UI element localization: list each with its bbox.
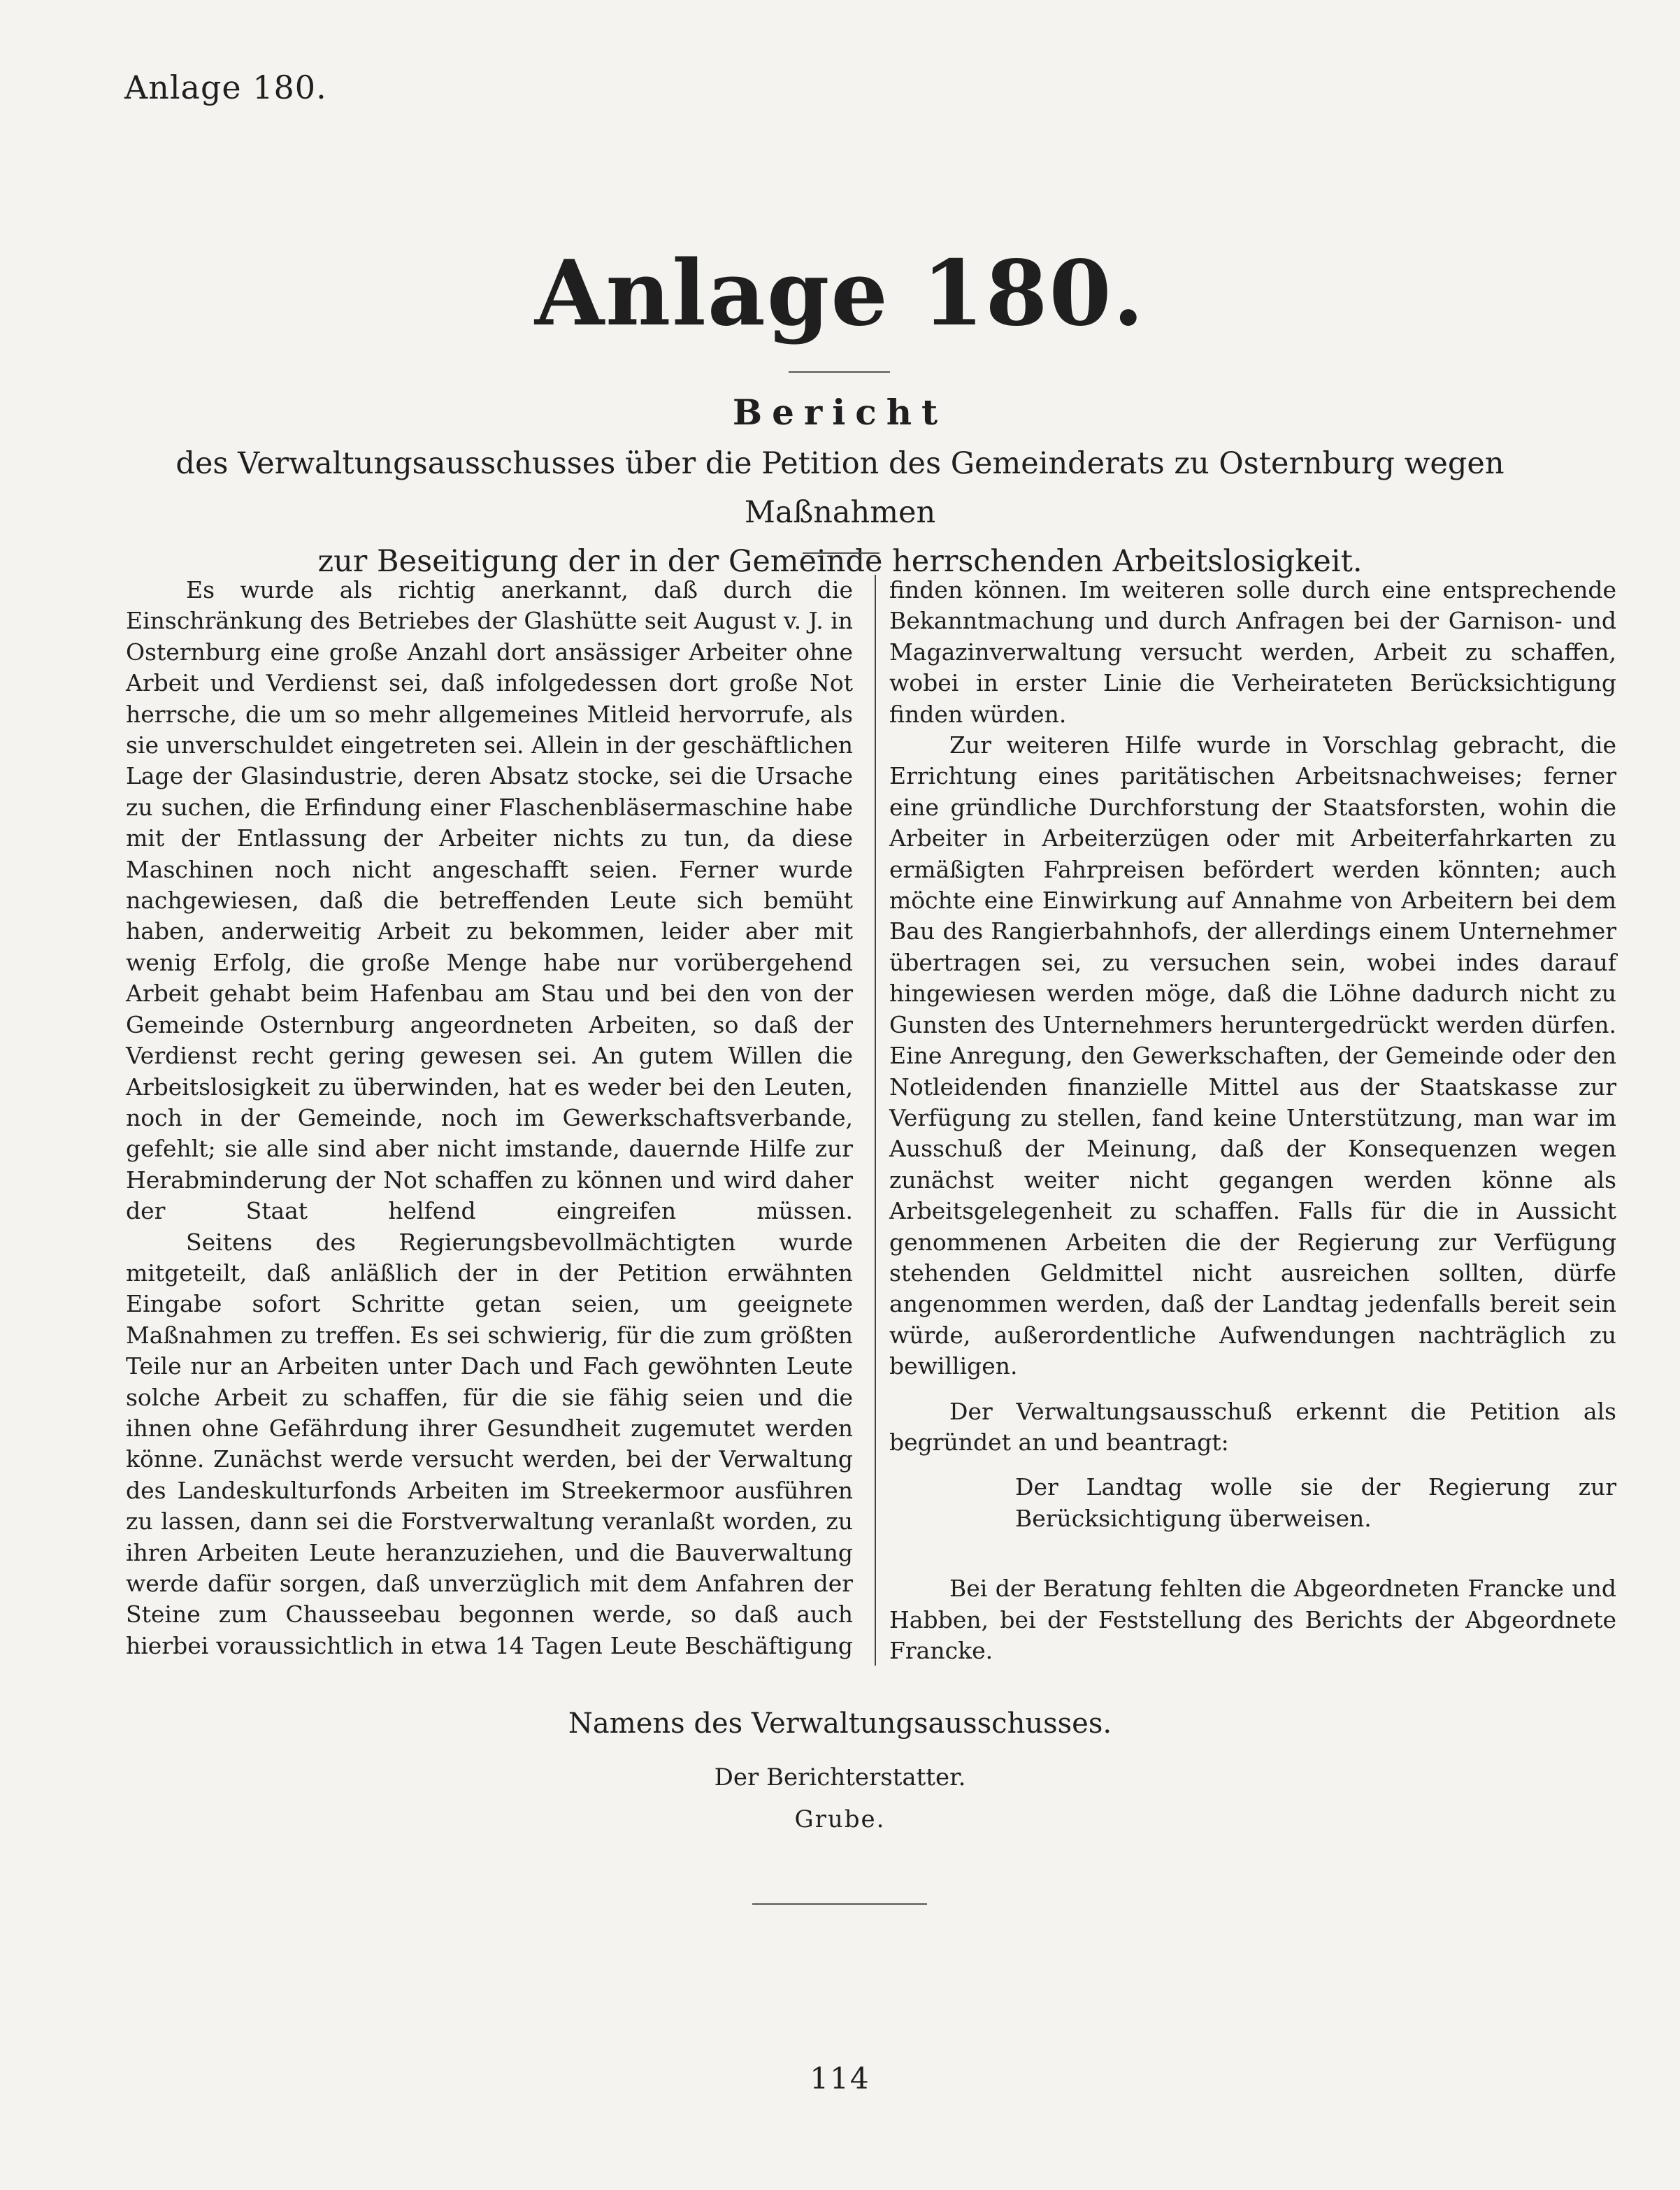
paragraph: Bei der Beratung fehlten die Abgeordneten Francke und Habben, bei der Feststellung des Berichts der Abgeordnete Francke. (889, 1575, 1616, 1664)
closing-reporter-name: Grube. (794, 1805, 886, 1833)
running-head: Anlage 180. (124, 69, 327, 106)
paragraph: Es wurde als richtig anerkannt, daß durch die Einschränkung des Betriebes der Glashütte seit August v. J. in Osternburg eine große Anzahl dort ansässiger Arbeiter ohne Arbeit und Verdienst sei, daß infolgedessen dort große Not herrsche, die um so mehr allgemeines Mitleid hervorrufe, als sie unverschuldet eingetreten sei. Allein in der geschäftlichen Lage der Glasindustrie, deren Absatz stocke, sei die Ursache zu suchen, die Erfindung einer Flaschenbläsermaschine habe mit der Entlassung der Arbeiter nichts zu tun, da diese Maschinen noch nicht angeschafft seien. Ferner wurde nachgewiesen, daß die betreffenden Leute sich bemüht haben, anderweitig Arbeit zu bekommen, leider aber mit wenig Erfolg, die große Menge habe nur vorübergehend Arbeit gehabt beim Hafenbau am Stau und bei den von der Gemeinde Osternburg angeordneten Arbeiten, so daß der Verdienst recht gering gewesen sei. An gutem Willen die Arbeitslosigkeit zu überwinden, hat es weder bei den Leuten, noch in der Gemeinde, noch im Gewerkschaftsverbande, gefehlt; sie alle sind aber nicht imstande, dauernde Hilfe zur Herabminderung der Not schaffen zu können und wird daher der Staat helfend eingreifen müssen. (126, 576, 854, 1225)
closing-rule (752, 1903, 927, 1905)
title-rule (789, 371, 890, 373)
motion-text: Der Landtag wolle sie der Regierung zur Berücksichtigung überweisen. (1015, 1473, 1616, 1532)
left-column (126, 575, 853, 1661)
column-divider (875, 575, 876, 1666)
closing-on-behalf: Namens des Verwaltungsausschusses. (568, 1708, 1112, 1740)
paragraph: Seitens des Regierungsbevollmächtigten wurde mitgeteilt, daß anläßlich der in der Petition erwähnten Eingabe sofort Schritte getan seien, um geeignete Maßnahmen zu treffen. Es sei schwierig, für die zum größten Teile nur an Arbeiten unter Dach und Fach gewöhnten Leute solche Arbeit zu schaffen, für die sie fähig seien und die ihnen ohne Gefährdung ihrer Gesundheit zugemutet werden könne. Zunächst werde versucht werden, bei der Verwaltung des Landeskulturfonds Arbeiten im Streekermoor ausführen zu lassen, dann sei die Forstverwaltung veranlaßt worden, zu ihren Arbeiten Leute heranzuziehen, und die Bauverwaltung werde dafür sorgen, daß unverzüglich mit dem Anfahren der Steine zum Chausseebau begonnen werde, so daß auch hierbei voraussichtlich in etwa 14 Tagen Leute Beschäftigung (126, 1228, 853, 1659)
paragraph: Zur weiteren Hilfe wurde in Vorschlag gebracht, die Errichtung eines paritätischen Arbeitsnachweises; ferner eine gründliche Durchforstung der Staatsforsten, wohin die Arbeiter in Arbeiterzügen oder mit Arbeiterfahrkarten zu ermäßigten Fahrpreisen befördert werden könnten; auch möchte eine Einwirkung auf Annahme von Arbeitern bei dem Bau des Rangierbahnhofs, der allerdings einem Unternehmer übertragen sei, zu versuchen sein, wobei indes darauf hingewiesen werden möge, daß die Löhne dadurch nicht zu Gunsten des Unternehmers heruntergedrückt werden dürfen. Eine Anregung, den Gewerkschaften, der Gemeinde oder den Notleidenden finanzielle Mittel aus der Staatskasse zur Verfügung zu stellen, fand keine Unterstützung, man war im Ausschuß der Meinung, daß der Konsequenzen wegen zunächst weiter nicht gegangen werden könne als Arbeitsgelegenheit zu schaffen. Falls für die in Aussicht genommenen Arbeiten die der Regierung zur Verfügung stehenden Geldmittel nicht ausreichen sollten, dürfe angenommen werden, daß der Landtag jedenfalls bereit sein würde, außerordentliche Aufwendungen nachträglich zu bewilligen. (889, 731, 1616, 1380)
subtitle-line-1: des Verwaltungsausschusses über die Petition des Gemeinderats zu Osternburg wegen Maßnahmen (175, 446, 1505, 530)
report-heading: Bericht (732, 392, 948, 433)
paragraph: finden können. Im weiteren solle durch eine entsprechende Bekanntmachung und durch Anfragen bei der Garnison- und Magazinverwaltung versucht werden, Arbeit zu schaffen, wobei in erster Linie die Verheirateten Berücksichtigung finden würden. (889, 576, 1616, 728)
closing-reporter-role: Der Berichterstatter. (714, 1763, 966, 1791)
page-title: Anlage 180. (534, 241, 1146, 346)
paragraph: Der Verwaltungsausschuß erkennt die Petition als begründet an und beantragt: (889, 1397, 1616, 1456)
right-column (889, 575, 1616, 1666)
page-number: 114 (810, 2061, 870, 2096)
subtitle-rule (803, 552, 880, 554)
subtitle (140, 439, 1540, 586)
subtitle-line-2: zur Beseitigung der in der Gemeinde herrschenden Arbeitslosigkeit. (317, 544, 1363, 579)
